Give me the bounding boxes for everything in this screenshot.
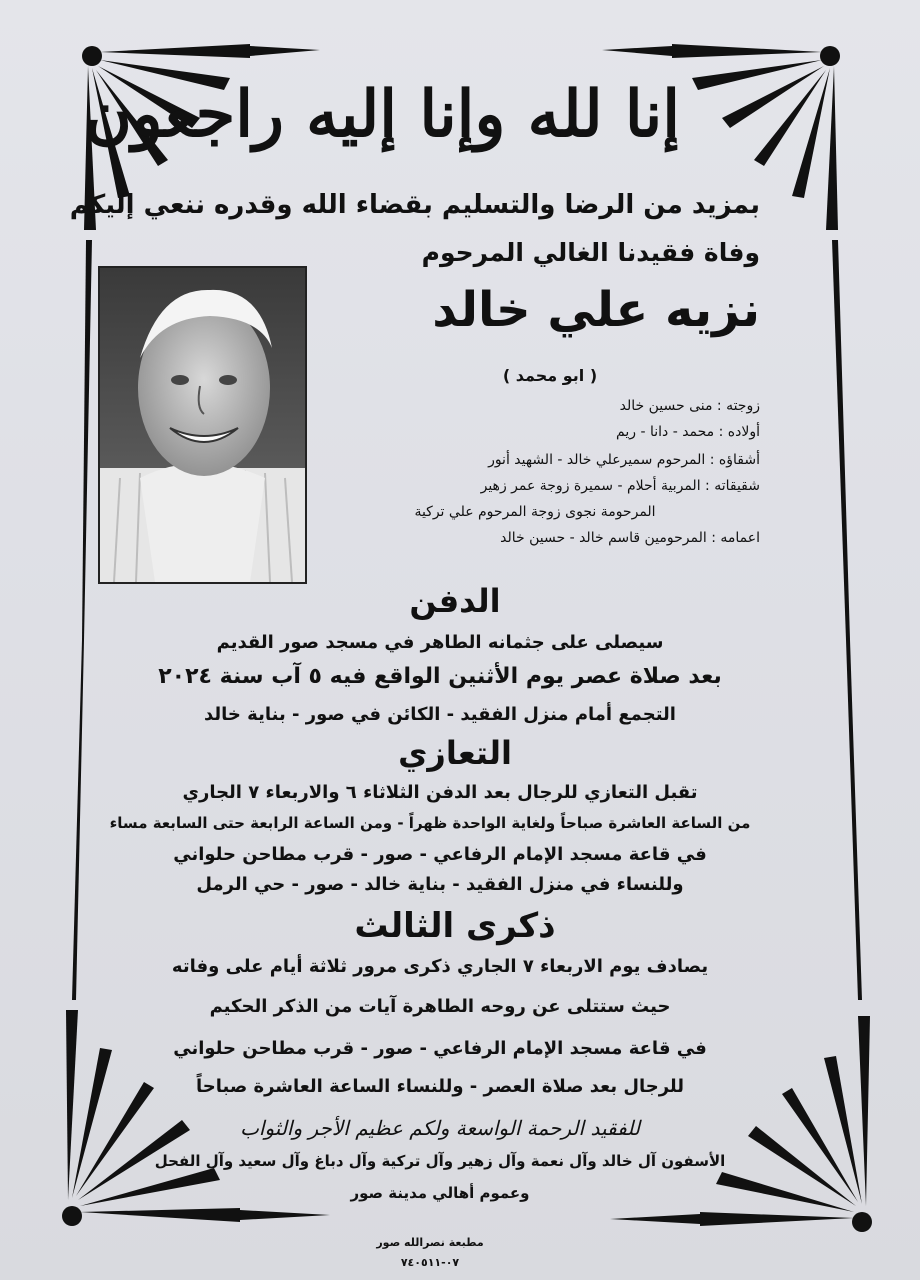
third-day-hours: للرجال بعد صلاة العصر - وللنساء الساعة العاشرة صباحاً <box>195 1076 685 1097</box>
burial-prayer-location: سيصلى على جثمانه الطاهر في مسجد صور القديم <box>216 632 664 653</box>
condolences-hours: من الساعة العاشرة صباحاً ولغاية الواحدة ظهراً - ومن الساعة الرابعة حتى السابعة مساء <box>109 814 751 832</box>
family-uncles: اعمامه : المرحومين قاسم خالد - حسين خالد <box>500 530 760 546</box>
third-day-men-venue: في قاعة مسجد الإمام الرفاعي - صور - قرب مطاحن حلواني <box>173 1038 707 1059</box>
announcement-line: بمزيد من الرضا والتسليم بقضاء الله وقدره ننعي إليكم <box>69 190 760 220</box>
family-wife: زوجته : منى حسين خالد <box>619 398 760 414</box>
condolences-title: التعازي <box>398 734 512 772</box>
portrait-image <box>100 268 305 582</box>
third-day-title: ذكرى الثالث <box>354 906 556 946</box>
family-brothers: أشقاؤه : المرحوم سميرعلي خالد - الشهيد أنور <box>488 452 760 468</box>
condolences-women-venue: وللنساء في منزل الفقيد - بناية خالد - صور - حي الرمل <box>196 874 684 895</box>
printer-name: مطبعة نصرالله صور <box>376 1236 484 1249</box>
mourners-city: وعموم أهالي مدينة صور <box>350 1184 530 1202</box>
right-border-bar-top <box>832 240 850 640</box>
third-day-recitation: حيث ستتلى عن روحه الطاهرة آيات من الذكر الحكيم <box>209 996 671 1017</box>
burial-gathering: التجمع أمام منزل الفقيد - الكائن في صور - بناية خالد <box>204 704 676 725</box>
mourners-families: الأسفون آل خالد وآل نعمة وآل زهير وآل تركية وآل دباغ وآل سعيد وآل الفحل <box>154 1152 726 1170</box>
right-border-bar-bottom <box>846 640 862 1000</box>
closing-prayer: للفقيد الرحمة الواسعة ولكم عظيم الأجر والثواب <box>240 1116 640 1140</box>
family-children: أولاده : محمد - دانا - ريم <box>616 424 760 440</box>
deceased-name: نزيه علي خالد <box>432 282 760 338</box>
quranic-calligraphy: إنا لله وإنا إليه راجعون <box>84 77 680 152</box>
condolences-men-venue: في قاعة مسجد الإمام الرفاعي - صور - قرب مطاحن حلواني <box>173 844 707 865</box>
deceased-nickname: ( ابو محمد ) <box>502 366 598 385</box>
printer-phone: ٠٧-٧٤٠٥١١ <box>400 1256 460 1269</box>
left-border-bar-bottom <box>72 640 84 1000</box>
burial-title: الدفن <box>409 582 501 620</box>
third-day-date: يصادف يوم الاربعاء ٧ الجاري ذكرى مرور ثلاثة أيام على وفاته <box>171 956 709 977</box>
left-border-bar-top <box>82 240 92 640</box>
burial-date: بعد صلاة عصر يوم الأثنين الواقع فيه ٥ آب سنة ٢٠٢٤ <box>158 664 722 689</box>
condolences-days: تقبل التعازي للرجال بعد الدفن الثلاثاء ٦ والاربعاء ٧ الجاري <box>182 782 698 803</box>
deceased-intro: وفاة فقيدنا الغالي المرحوم <box>421 238 760 267</box>
family-sisters: شقيقاته : المربية أحلام - سميرة زوجة عمر زهير <box>480 478 760 494</box>
deceased-photo <box>98 266 307 584</box>
family-sister-extra: المرحومة نجوى زوجة المرحوم علي تركية <box>414 504 656 520</box>
